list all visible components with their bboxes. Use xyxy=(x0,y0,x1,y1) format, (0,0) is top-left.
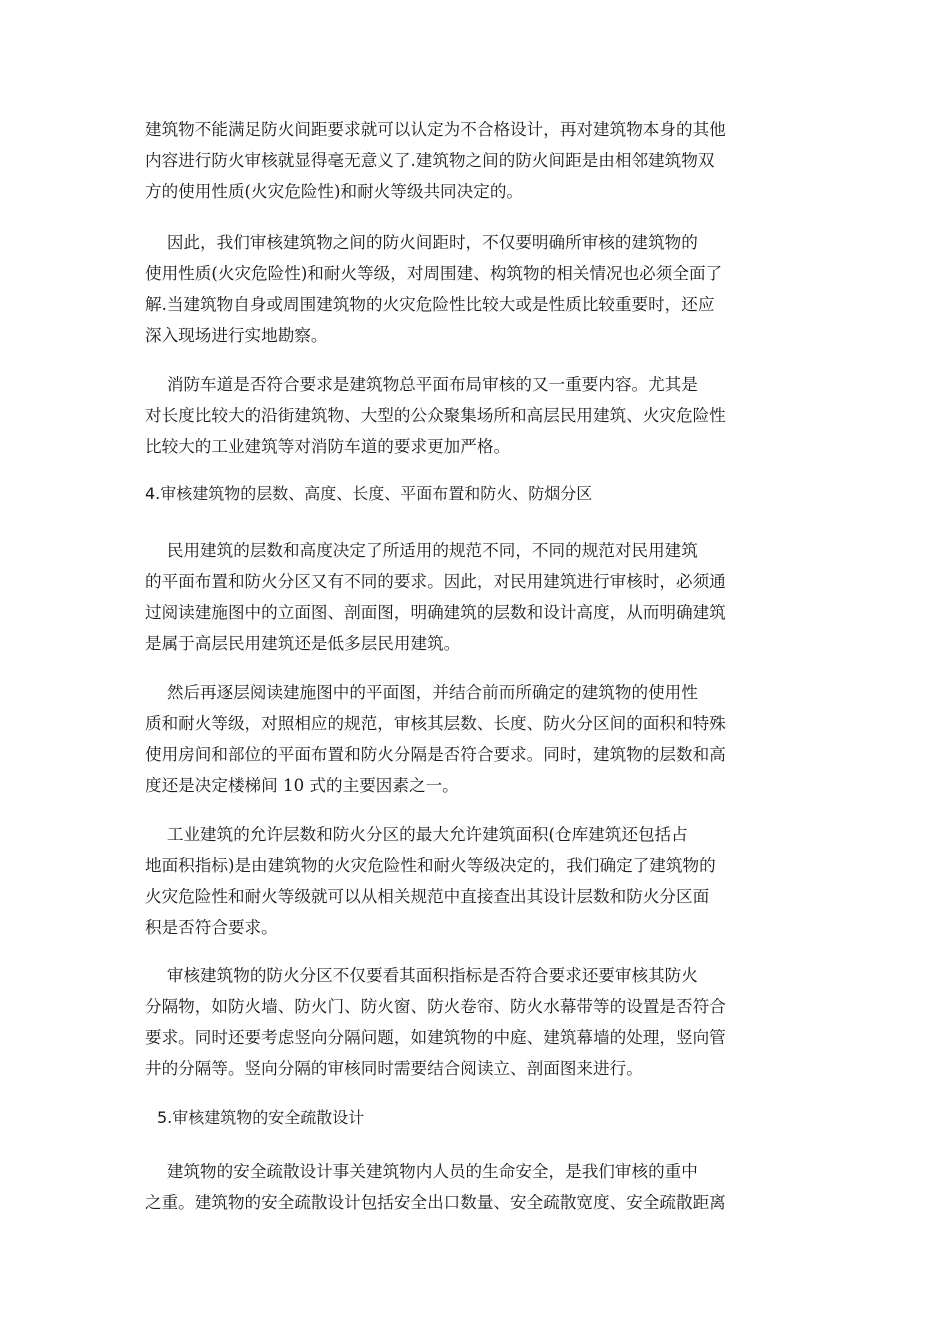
paragraph-line: 要求。同时还要考虑竖向分隔问题，如建筑物的中庭、建筑幕墙的处理，竖向管 xyxy=(145,1028,726,1047)
paragraph-line: 解.当建筑物自身或周围建筑物的火灾危险性比较大或是性质比较重要时，还应 xyxy=(145,295,715,314)
paragraph-line: 消防车道是否符合要求是建筑物总平面布局审核的又一重要内容。尤其是 xyxy=(145,375,698,394)
paragraph-fire-spacing-intro xyxy=(145,114,813,207)
paragraph-line: 过阅读建施图中的立面图、剖面图，明确建筑的层数和设计高度，从而明确建筑 xyxy=(145,603,726,622)
paragraph-civil-building-height xyxy=(145,535,813,659)
paragraph-fire-compartment xyxy=(145,960,813,1084)
paragraph-line: 因此，我们审核建筑物之间的防火间距时，不仅要明确所审核的建筑物的 xyxy=(145,233,698,252)
paragraph-line: 民用建筑的层数和高度决定了所适用的规范不同，不同的规范对民用建筑 xyxy=(145,541,698,560)
paragraph-line: 火灾危险性和耐火等级就可以从相关规范中直接查出其设计层数和防火分区面 xyxy=(145,887,710,906)
paragraph-fire-spacing-review xyxy=(145,227,813,351)
paragraph-safe-evacuation xyxy=(145,1156,813,1218)
paragraph-line: 使用性质(火灾危险性)和耐火等级，对周围建、构筑物的相关情况也必须全面了 xyxy=(145,264,723,283)
paragraph-line: 度还是决定楼梯间 10 式的主要因素之一。 xyxy=(145,776,459,795)
paragraph-line: 的平面布置和防火分区又有不同的要求。因此，对民用建筑进行审核时，必须通 xyxy=(145,572,726,591)
paragraph-line: 建筑物不能满足防火间距要求就可以认定为不合格设计，再对建筑物本身的其他 xyxy=(145,120,726,139)
paragraph-line: 内容进行防火审核就显得毫无意义了.建筑物之间的防火间距是由相邻建筑物双 xyxy=(145,151,715,170)
paragraph-line: 对长度比较大的沿街建筑物、大型的公众聚集场所和高层民用建筑、火灾危险性 xyxy=(145,406,726,425)
paragraph-fire-lane xyxy=(145,369,813,462)
paragraph-line: 之重。建筑物的安全疏散设计包括安全出口数量、安全疏散宽度、安全疏散距离 xyxy=(145,1193,726,1212)
section-heading-4: 4.审核建筑物的层数、高度、长度、平面布置和防火、防烟分区 xyxy=(145,484,593,503)
paragraph-line: 积是否符合要求。 xyxy=(145,918,278,937)
paragraph-line: 比较大的工业建筑等对消防车道的要求更加严格。 xyxy=(145,437,511,456)
paragraph-line: 工业建筑的允许层数和防火分区的最大允许建筑面积(仓库建筑还包括占 xyxy=(145,825,688,844)
paragraph-line: 质和耐火等级，对照相应的规范，审核其层数、长度、防火分区间的面积和特殊 xyxy=(145,714,726,733)
paragraph-line: 是属于高层民用建筑还是低多层民用建筑。 xyxy=(145,634,461,653)
paragraph-line: 建筑物的安全疏散设计事关建筑物内人员的生命安全，是我们审核的重中 xyxy=(145,1162,698,1181)
paragraph-industrial-building xyxy=(145,819,813,943)
paragraph-line: 使用房间和部位的平面布置和防火分隔是否符合要求。同时，建筑物的层数和高 xyxy=(145,745,726,764)
paragraph-line: 审核建筑物的防火分区不仅要看其面积指标是否符合要求还要审核其防火 xyxy=(145,966,698,985)
paragraph-line: 方的使用性质(火灾危险性)和耐火等级共同决定的。 xyxy=(145,182,524,201)
section-heading-5: 5.审核建筑物的安全疏散设计 xyxy=(157,1108,365,1127)
paragraph-floor-plan-review xyxy=(145,677,813,801)
paragraph-line: 深入现场进行实地勘察。 xyxy=(145,326,328,345)
paragraph-line: 然后再逐层阅读建施图中的平面图，并结合前而所确定的建筑物的使用性 xyxy=(145,683,698,702)
paragraph-line: 井的分隔等。竖向分隔的审核同时需要结合阅读立、剖面图来进行。 xyxy=(145,1059,643,1078)
paragraph-line: 地面积指标)是由建筑物的火灾危险性和耐火等级决定的，我们确定了建筑物的 xyxy=(145,856,716,875)
paragraph-line: 分隔物，如防火墙、防火门、防火窗、防火卷帘、防火水幕带等的设置是否符合 xyxy=(145,997,726,1016)
